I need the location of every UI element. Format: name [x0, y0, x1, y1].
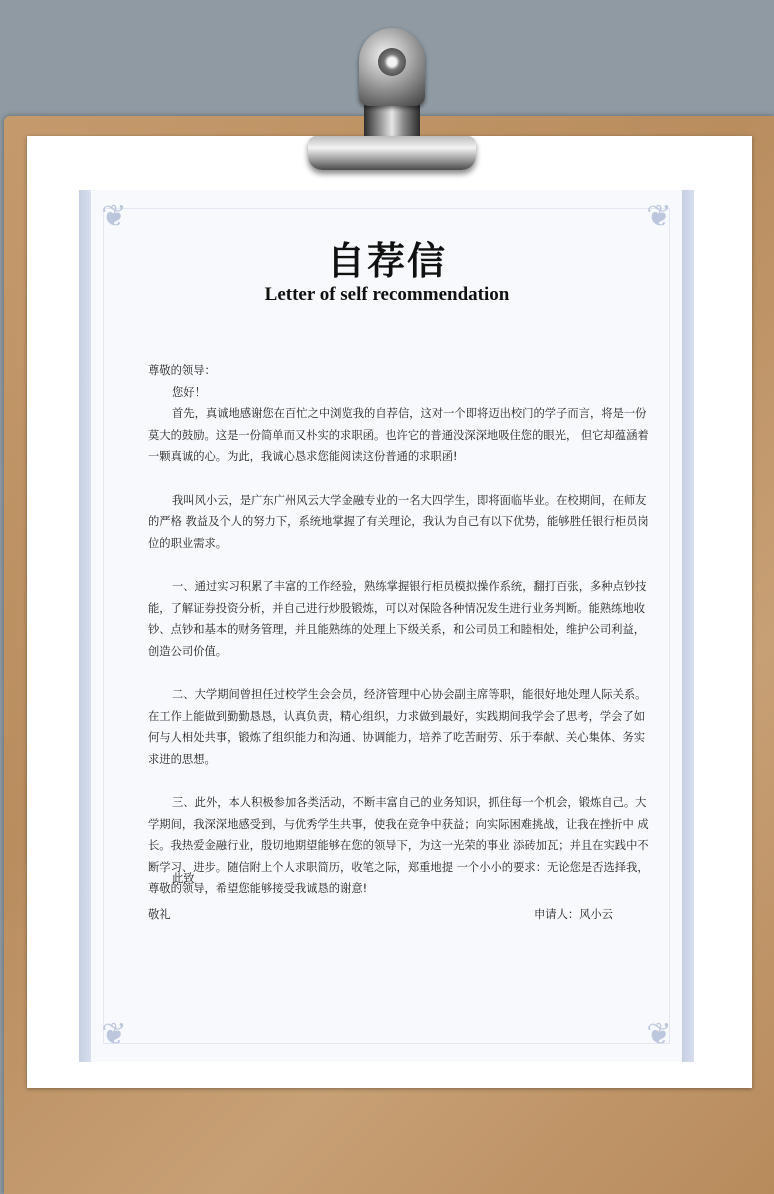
letter-title: 自荐信 — [326, 239, 447, 283]
paragraph-point-1: 一、通过实习积累了丰富的工作经验，熟练掌握银行柜员模拟操作系统，翻打百张，多种点钞技能，了解证券投资分析，并自己进行炒股锻炼，可以对保险各种情况发生进行业务判断。能熟练地收钞、点钞和基本的财务管理，并且能熟练的处理上下级关系，和公司员工和睦相处，维护公司利益，创造公司价值。 — [148, 580, 647, 658]
paragraph-point-2: 二、大学期间曾担任过校学生会会员，经济管理中心协会副主席等职，能很好地处理人际关系。在工作上能做到勤勤恳恳，认真负责，精心组织，力求做到最好，实践期间我学会了思考，学会了如何与人相处共事，锻炼了组织能力和沟通、协调能力，培养了吃苦耐劳、乐于奉献、关心集体、务实求进的思想。 — [148, 688, 647, 766]
closing-line: 此致 — [172, 872, 195, 885]
letter-subtitle: Letter of self recommendation — [264, 284, 510, 305]
binder-clip-base — [308, 136, 476, 170]
binder-clip-hole — [378, 48, 406, 76]
left-border-stripe — [79, 190, 91, 1062]
applicant-signature: 申请人：风小云 — [534, 908, 614, 921]
corner-ornament-icon: ❦ — [101, 199, 127, 234]
letter-body — [148, 360, 654, 900]
salute-line: 敬礼 — [148, 908, 171, 921]
paragraph-self: 我叫风小云，是广东广州风云大学金融专业的一名大四学生，即将面临毕业。在校期间，在师友的严格 教益及个人的努力下，系统地掌握了有关理论，我认为自己有以下优势，能够胜任银行柜员岗位的职业需求。 — [148, 493, 649, 550]
right-border-stripe — [682, 190, 694, 1062]
paragraph-point-3: 三、此外，本人积极参加各类活动，不断丰富自己的业务知识，抓住每一个机会，锻炼自己。大学期间，我深深地感受到，与优秀学生共事，使我在竞争中获益；向实际困难挑战，让我在挫折中 成长。我热爱金融行业，殷切地期望能够在您的领导下，为这一光荣的事业 添砖加瓦；并且在实践中不断学习、进步。随信附上个人求职简历，收笔之际，郑重地提 一个小小的要求：无论您是否选择我，尊敬的领导，希望您能够接受我诚恳的谢意! — [148, 796, 649, 895]
corner-ornament-icon: ❦ — [646, 1017, 672, 1052]
corner-ornament-icon: ❦ — [101, 1017, 127, 1052]
hello-line: 您好！ — [172, 385, 206, 399]
corner-ornament-icon: ❦ — [646, 199, 672, 234]
paragraph-intro: 首先，真诚地感谢您在百忙之中浏览我的自荐信，这对一个即将迈出校门的学子而言，将是一份莫大的鼓励。这是一份简单而又朴实的求职函。也许它的普通没深深地吸住您的眼光， 但它却蕴涵着一颗真诚的心。为此，我诚心恳求您能阅读这份普通的求职函! — [148, 407, 649, 463]
greeting: 尊敬的领导： — [148, 364, 216, 377]
